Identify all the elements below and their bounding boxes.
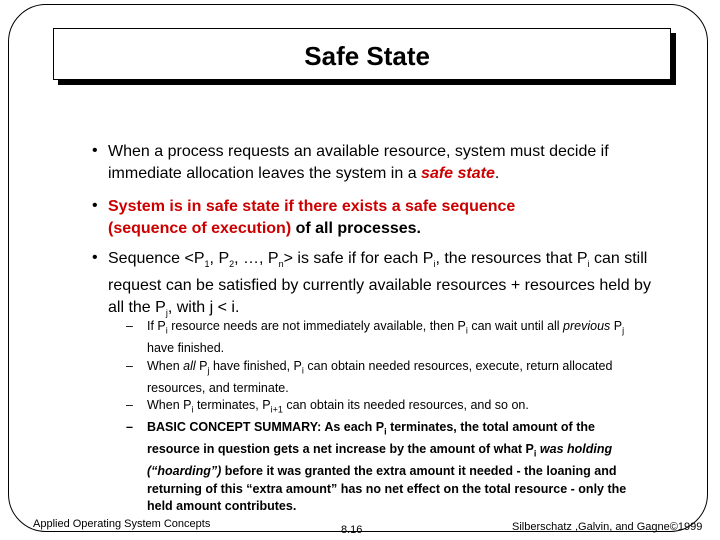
sub-list (126, 318, 646, 516)
bullet-text-2: System is in safe state if there exists a safe sequence (sequence of execution) of all processes. (108, 198, 516, 237)
list-item: – BASIC CONCEPT SUMMARY: As each $P_i$ terminates, the total amount of the resource in question gets a net increase by the amount of what $P_i$ was holding (“hoarding”) before it was granted the extra amount it needed - the loaning and returning of this “extra amount” has no net effect on the total resource - only the held amount contributes. (126, 420, 627, 513)
list-item: – When all $P_j$ have finished, $P_i$ can obtain needed resources, execute, return allocated resources, and terminate. (126, 358, 613, 395)
bullet-text-1: When a process requests an available resource, system must decide if immediate allocation leaves the system in a safe state. (108, 143, 609, 182)
bullet-icon: • (92, 197, 98, 214)
bullet-text-3: Sequence $<P_1$, $P_2$, …, $P_n>$ is safe if for each $P_i$, the resources that $P_i$ can still request can be satisfied by currently available resources + resources held by all the $P_j$, with j < i. (108, 250, 651, 319)
dash-icon: – (126, 398, 133, 412)
dash-icon: – (126, 358, 133, 373)
list-item: – If $P_i$ resource needs are not immediately available, then $P_i$ can wait until all previous $P_j$ have finished. (126, 319, 625, 355)
page-title: Safe State (304, 41, 430, 71)
footer-left: Applied Operating System Concepts (33, 518, 211, 530)
dash-icon: – (126, 420, 133, 434)
footer-page-number: 8.16 (341, 524, 363, 536)
dash-icon: – (126, 319, 133, 333)
title-box (53, 28, 671, 80)
bullet-icon: • (92, 142, 98, 159)
bullet-icon: • (92, 249, 98, 266)
list-item: – When $P_i$ terminates, $P_{i+1}$ can obtain its needed resources, and so on. (126, 398, 529, 415)
footer-right: Silberschatz ,Galvin, and Gagne©1999 (512, 521, 703, 533)
